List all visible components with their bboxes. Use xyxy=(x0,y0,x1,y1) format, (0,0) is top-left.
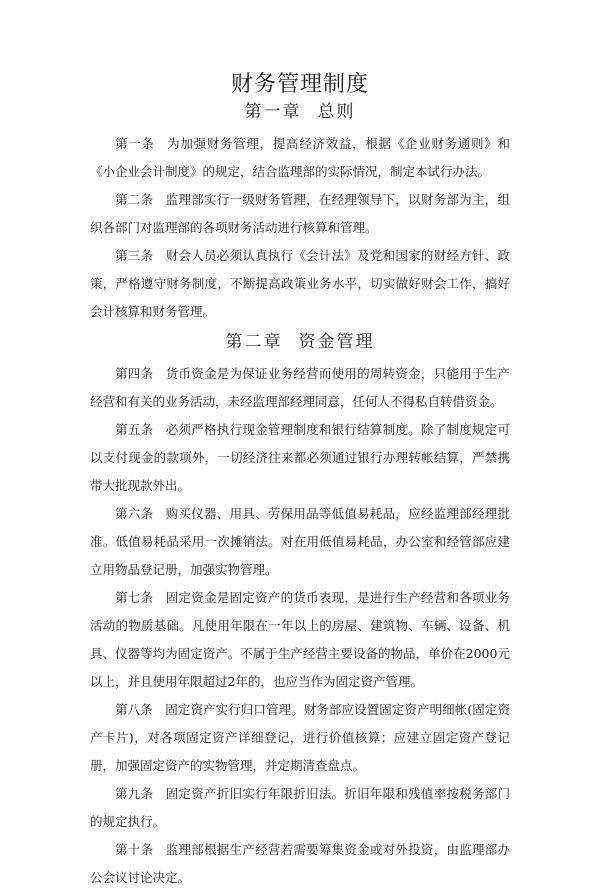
document-page xyxy=(90,70,510,892)
article-text: 货币资金是为保证业务经营而使用的周转资金，只能用于生产经营和有关的业务活动，未经监理部经理同意，任何人不得私自转借资金。 xyxy=(90,366,510,409)
article-label: 第十条 xyxy=(115,842,154,857)
article-9 xyxy=(90,780,510,836)
document-title: 财务管理制度 xyxy=(230,72,369,97)
article-text: 监理部实行一级财务管理，在经理领导下，以财务部为主，组织各部门对监理部的各项财务活动进行核算和管理。 xyxy=(90,192,510,235)
article-label: 第五条 xyxy=(115,422,154,437)
article-text: 购买仪器、用具、劳保用品等低值易耗品，应经监理部经理批准。低值易耗品采用一次摊销法。对在用低值易耗品，办公室和经管部应建立用物品登记册，加强实物管理。 xyxy=(90,506,510,577)
article-text: 固定资产折旧实行年限折旧法。折旧年限和残值率按税务部门的规定执行。 xyxy=(90,786,510,829)
article-text: 为加强财务管理，提高经济效益，根据《企业财务通则》和《小企业会计制度》的规定，结合监理部的实际情况，制定本试行办法。 xyxy=(90,136,510,179)
article-1 xyxy=(90,130,510,186)
article-label: 第二条 xyxy=(115,192,154,207)
article-text: 财会人员必须认真执行《会计法》及党和国家的财经方针、政策，严格遵守财务制度，不断提高政策业务水平，切实做好财会工作，搞好会计核算和财务管理。 xyxy=(90,248,510,319)
chapter-heading xyxy=(90,100,510,124)
chapter-name: 总则 xyxy=(317,102,356,122)
article-8 xyxy=(90,696,510,780)
article-3 xyxy=(90,242,510,326)
article-label: 第三条 xyxy=(115,248,154,263)
article-label: 第六条 xyxy=(115,506,154,521)
article-label: 第一条 xyxy=(115,136,155,151)
chapter-number: 第一章 xyxy=(244,102,302,122)
article-10 xyxy=(90,836,510,892)
article-2 xyxy=(90,186,510,242)
article-text: 监理部根据生产经营若需要筹集资金或对外投资，由监理部办公会议讨论决定。 xyxy=(90,842,510,885)
article-label: 第四条 xyxy=(115,366,154,381)
article-4 xyxy=(90,360,510,416)
chapter-1 xyxy=(90,100,510,326)
article-label: 第八条 xyxy=(115,702,153,717)
article-label: 第九条 xyxy=(115,786,154,801)
chapter-number: 第二章 xyxy=(225,332,283,352)
chapter-heading xyxy=(90,330,510,354)
article-6 xyxy=(90,500,510,584)
chapter-2 xyxy=(90,330,510,892)
article-text: 固定资金是固定资产的货币表现，是进行生产经营和各项业务活动的物质基础。凡使用年限在一年以上的房屋、建筑物、车辆、设备、机具、仪器等均为固定资产。不属于生产经营主要设备的物品，单价在2000元以上，并且使用年限超过2年的，也应当作为固定资产管理。 xyxy=(90,590,510,689)
article-text: 必须严格执行现金管理制度和银行结算制度。除了制度规定可以支付现金的款项外，一切经济往来都必须通过银行办理转帐结算，严禁携带大批现款外出。 xyxy=(90,422,510,493)
chapter-name: 资金管理 xyxy=(298,332,375,352)
article-text: 固定资产实行归口管理。财务部应设置固定资产明细帐(固定资产卡片)，对各项固定资产详细登记，进行价值核算；应建立固定资产登记册，加强固定资产的实物管理，并定期清查盘点。 xyxy=(90,702,510,773)
article-label: 第七条 xyxy=(115,590,154,605)
article-7 xyxy=(90,584,510,696)
article-5 xyxy=(90,416,510,500)
